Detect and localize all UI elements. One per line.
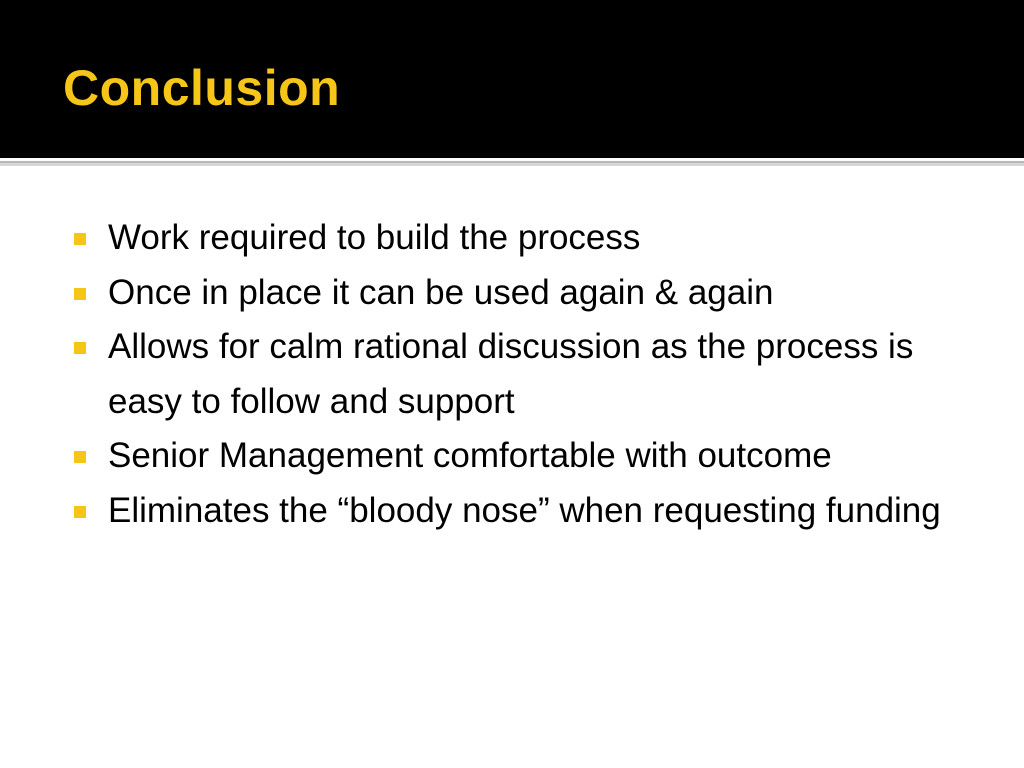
title-bar xyxy=(0,0,1024,158)
title-divider-shadow xyxy=(0,163,1024,166)
bullet-item xyxy=(72,266,992,321)
bullet-text: Eliminates the “bloody nose” when requesting funding xyxy=(108,490,941,530)
bullet-item xyxy=(72,320,992,429)
bullet-text: Senior Management comfortable with outcome xyxy=(108,436,832,475)
bullet-item xyxy=(72,484,992,539)
square-bullet-icon xyxy=(74,288,86,300)
bullet-item xyxy=(72,211,992,266)
bullet-text: Work required to build the process xyxy=(108,218,641,257)
square-bullet-icon xyxy=(74,451,86,463)
square-bullet-icon xyxy=(74,233,86,245)
square-bullet-icon xyxy=(74,506,86,518)
bullet-item xyxy=(72,429,992,484)
square-bullet-icon xyxy=(74,342,86,354)
bullet-text: Allows for calm rational discussion as the process is easy to follow and support xyxy=(108,327,914,421)
bullet-list xyxy=(72,211,992,538)
slide-title: Conclusion xyxy=(63,60,341,116)
bullet-text: Once in place it can be used again & again xyxy=(108,272,774,312)
